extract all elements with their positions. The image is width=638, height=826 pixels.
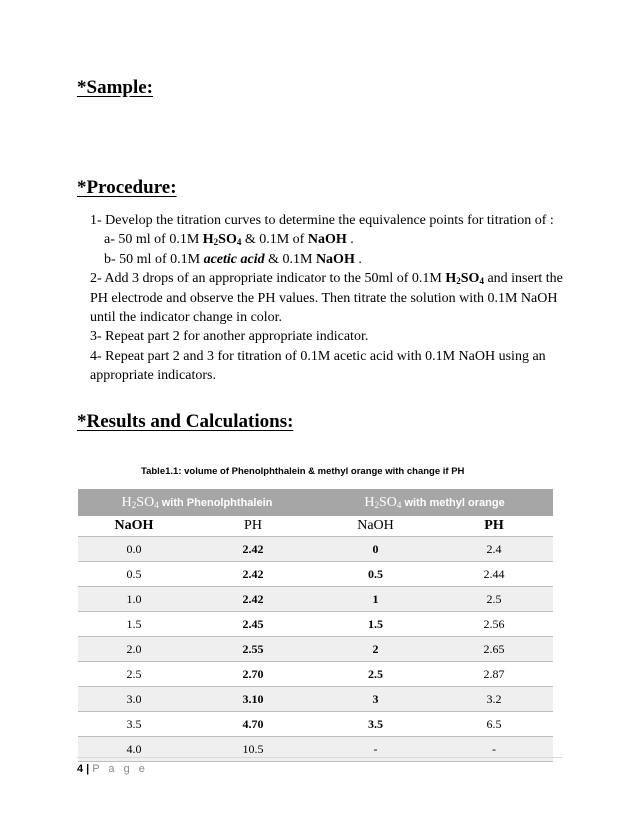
table-cell: -	[435, 737, 553, 762]
table-cell: 3.2	[435, 687, 553, 712]
table-group-header-row	[78, 489, 553, 516]
table-column-header-row	[78, 516, 553, 537]
results-heading: *Results and Calculations:	[77, 411, 294, 432]
footer-divider	[77, 757, 563, 758]
table-caption: Table1.1: volume of Phenolphthalein & methyl orange with change if PH	[141, 466, 465, 477]
table-cell: 2.45	[190, 612, 316, 637]
column-header: PH	[190, 516, 316, 537]
procedure-text	[90, 211, 568, 386]
table-cell: 3.5	[316, 712, 435, 737]
table-cell: 3	[316, 687, 435, 712]
table-row	[78, 562, 553, 587]
table-cell: 2.5	[316, 662, 435, 687]
table-cell: 2.42	[190, 562, 316, 587]
table-cell: 2.56	[435, 612, 553, 637]
procedure-step-1b: b- 50 ml of 0.1M acetic acid & 0.1M NaOH .	[104, 251, 362, 267]
table-cell: 2.4	[435, 537, 553, 562]
table-cell: 3.0	[78, 687, 190, 712]
column-header: NaOH	[78, 516, 190, 537]
table-cell: 4.0	[78, 737, 190, 762]
page-footer	[77, 763, 148, 775]
table-cell: 2	[316, 637, 435, 662]
table-cell: 6.5	[435, 712, 553, 737]
table-row	[78, 587, 553, 612]
table-cell: 0.0	[78, 537, 190, 562]
table-cell: 1.0	[78, 587, 190, 612]
h2so4-formula: $H_2SO_4$	[445, 271, 484, 287]
h2so4-formula: $H_2SO_4$	[202, 232, 242, 248]
table-row	[78, 537, 553, 562]
table-cell: 2.55	[190, 637, 316, 662]
page-number: 4	[77, 763, 84, 775]
table-cell: 2.42	[190, 587, 316, 612]
procedure-step-4: 4- Repeat part 2 and 3 for titration of 0.1M acetic acid with 0.1M NaOH using an appropriate indicators.	[90, 348, 546, 384]
table-cell: 2.0	[78, 637, 190, 662]
column-header: PH	[435, 516, 553, 537]
table-cell: 4.70	[190, 712, 316, 737]
table-cell: 0	[316, 537, 435, 562]
table-cell: 1.5	[78, 612, 190, 637]
procedure-step-1: 1- Develop the titration curves to determine the equivalence points for titration of :	[90, 213, 554, 228]
group-header-phenolphthalein: $H_2SO_4$ with Phenolphthalein	[78, 489, 316, 516]
table-cell: -	[316, 737, 435, 762]
table-cell: 0.5	[78, 562, 190, 587]
table-cell: 2.5	[435, 587, 553, 612]
table-cell: 2.5	[78, 662, 190, 687]
table-cell: 3.5	[78, 712, 190, 737]
table-row	[78, 712, 553, 737]
table-cell: 10.5	[190, 737, 316, 762]
table-cell: 2.44	[435, 562, 553, 587]
column-header: NaOH	[316, 516, 435, 537]
table-cell: 1.5	[316, 612, 435, 637]
table-cell: 2.87	[435, 662, 553, 687]
table-row	[78, 612, 553, 637]
procedure-step-3: 3- Repeat part 2 for another appropriate indicator.	[90, 329, 369, 345]
table-cell: 2.65	[435, 637, 553, 662]
table-cell: 2.70	[190, 662, 316, 687]
table-cell: 1	[316, 587, 435, 612]
footer-separator: |	[86, 763, 90, 775]
table-row	[78, 662, 553, 687]
page-label: P a g e	[92, 763, 148, 775]
table-row	[78, 687, 553, 712]
table-cell: 2.42	[190, 537, 316, 562]
sample-heading: *Sample:	[77, 77, 153, 98]
group-header-methyl-orange: $H_2SO_4$ with methyl orange	[316, 489, 553, 516]
table-cell: 0.5	[316, 562, 435, 587]
titration-table	[78, 489, 553, 762]
table-row	[78, 637, 553, 662]
procedure-heading: *Procedure:	[77, 177, 177, 198]
table-cell: 3.10	[190, 687, 316, 712]
procedure-step-2: 2- Add 3 drops of an appropriate indicator to the 50ml of 0.1M $H_2SO_4$ and insert the PH electrode and observe the PH values. Then titrate the solution with 0.1M NaOH until the indicator change in color.	[90, 271, 563, 326]
procedure-step-1a: a- 50 ml of 0.1M $H_2SO_4$ & 0.1M of NaOH .	[104, 232, 354, 248]
